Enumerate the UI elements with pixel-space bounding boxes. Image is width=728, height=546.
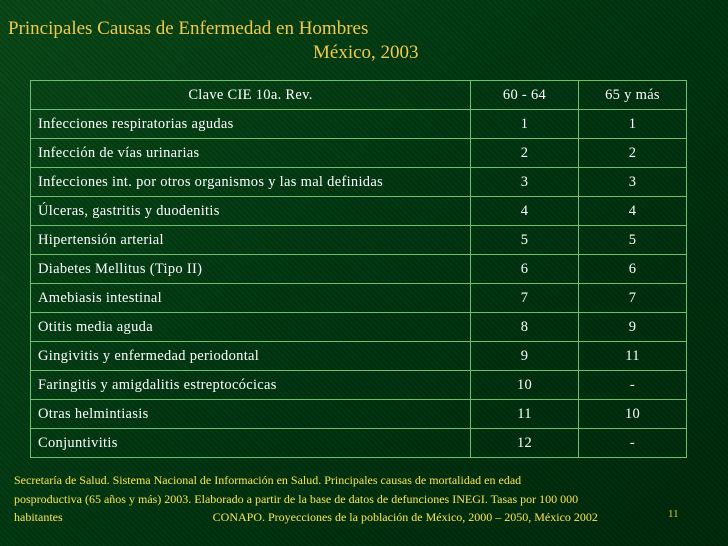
table-row <box>31 400 687 429</box>
cause-cell: Diabetes Mellitus (Tipo II) <box>31 255 471 284</box>
rank-65-plus-cell: 6 <box>579 255 687 284</box>
rank-60-64-cell: 8 <box>471 313 579 342</box>
table-row <box>31 110 687 139</box>
rank-60-64-cell: 12 <box>471 429 579 458</box>
rank-65-plus-cell: 11 <box>579 342 687 371</box>
cause-cell: Otras helmintiasis <box>31 400 471 429</box>
title-line-2: México, 2003 <box>313 42 419 63</box>
title-line-1: Principales Causas de Enfermedad en Hombres <box>8 18 369 39</box>
page-number: 11 <box>668 508 679 520</box>
rank-65-plus-cell: 3 <box>579 168 687 197</box>
rank-65-plus-cell: 9 <box>579 313 687 342</box>
cause-cell: Conjuntivitis <box>31 429 471 458</box>
rank-65-plus-cell: 4 <box>579 197 687 226</box>
source-note <box>14 471 704 527</box>
rank-60-64-cell: 10 <box>471 371 579 400</box>
rank-65-plus-cell: 7 <box>579 284 687 313</box>
source-line-3-conapo: CONAPO. Proyecciones de la población de México, 2000 – 2050, México 2002 <box>212 510 598 524</box>
cause-cell: Faringitis y amigdalitis estreptocócicas <box>31 371 471 400</box>
cause-cell: Otitis media aguda <box>31 313 471 342</box>
table-row <box>31 168 687 197</box>
rank-60-64-cell: 5 <box>471 226 579 255</box>
rank-60-64-cell: 3 <box>471 168 579 197</box>
rank-65-plus-cell: 10 <box>579 400 687 429</box>
cause-cell: Infecciones int. por otros organismos y las mal definidas <box>31 168 471 197</box>
source-line-3-start: habitantes <box>14 510 63 524</box>
table-row <box>31 284 687 313</box>
rank-60-64-cell: 9 <box>471 342 579 371</box>
rank-65-plus-cell: 5 <box>579 226 687 255</box>
cause-cell: Infección de vías urinarias <box>31 139 471 168</box>
rank-65-plus-cell: - <box>579 429 687 458</box>
table-row <box>31 371 687 400</box>
cause-cell: Amebiasis intestinal <box>31 284 471 313</box>
rank-60-64-cell: 6 <box>471 255 579 284</box>
source-line-2: posproductiva (65 años y más) 2003. Elaborado a partir de la base de datos de defunciones INEGI. Tasas por 100 000 <box>14 491 579 506</box>
header-cie: Clave CIE 10a. Rev. <box>31 81 471 110</box>
table-row <box>31 313 687 342</box>
source-line-1: Secretaría de Salud. Sistema Nacional de Información en Salud. Principales causas de mortalidad en edad <box>14 473 522 487</box>
table-header-row <box>31 81 687 110</box>
rank-65-plus-cell: - <box>579 371 687 400</box>
cause-cell: Hipertensión arterial <box>31 226 471 255</box>
cause-cell: Úlceras, gastritis y duodenitis <box>31 197 471 226</box>
rank-60-64-cell: 4 <box>471 197 579 226</box>
table-row <box>31 429 687 458</box>
rank-60-64-cell: 1 <box>471 110 579 139</box>
table-row <box>31 226 687 255</box>
header-65-plus: 65 y más <box>579 81 687 110</box>
cause-cell: Gingivitis y enfermedad periodontal <box>31 342 471 371</box>
rank-65-plus-cell: 2 <box>579 139 687 168</box>
table-row <box>31 342 687 371</box>
table-row <box>31 255 687 284</box>
rank-60-64-cell: 11 <box>471 400 579 429</box>
disease-ranking-table <box>30 80 687 458</box>
table-row <box>31 139 687 168</box>
table-row <box>31 197 687 226</box>
rank-65-plus-cell: 1 <box>579 110 687 139</box>
rank-60-64-cell: 7 <box>471 284 579 313</box>
cause-cell: Infecciones respiratorias agudas <box>31 110 471 139</box>
rank-60-64-cell: 2 <box>471 139 579 168</box>
header-60-64: 60 - 64 <box>471 81 579 110</box>
